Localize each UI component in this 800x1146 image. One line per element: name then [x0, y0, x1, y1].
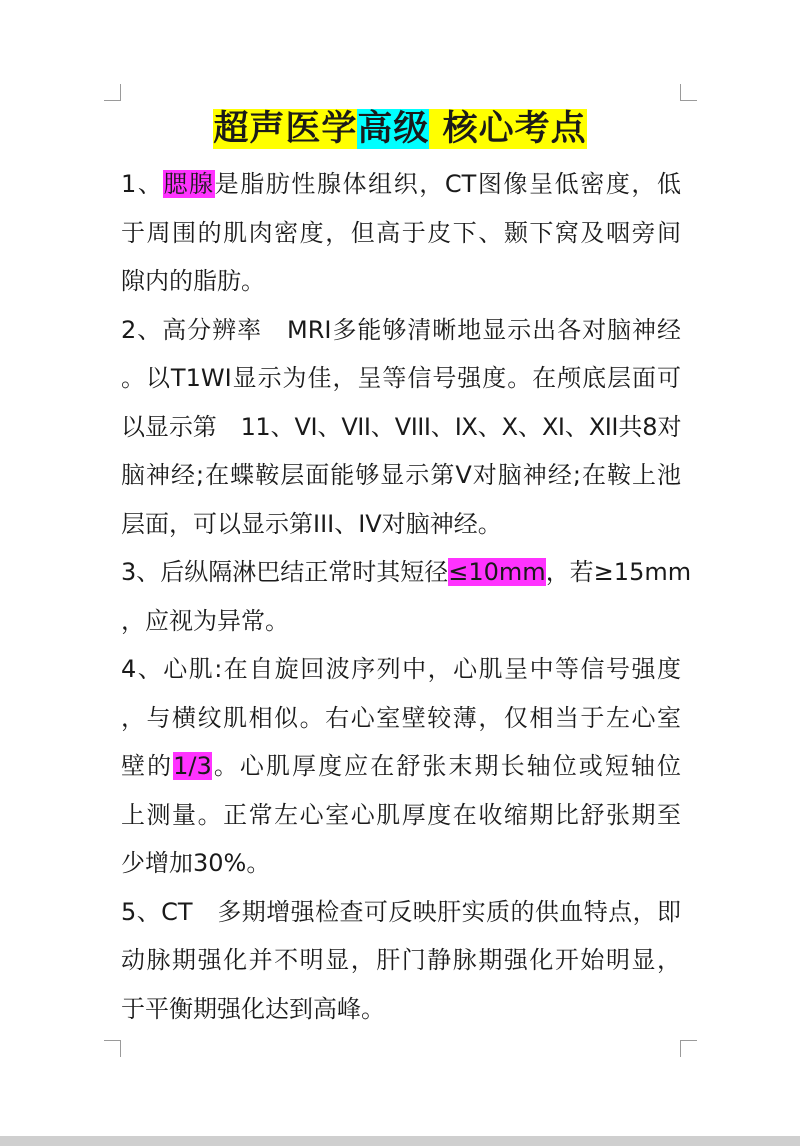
- highlight-parotid: 腮腺: [163, 170, 215, 198]
- page-corner-mark-bottom-right: [680, 1040, 697, 1057]
- paragraph-4: [121, 645, 681, 888]
- page-bottom-shadow: [0, 1136, 800, 1146]
- highlight-one-third: 1/3: [173, 752, 212, 780]
- paragraph-1: [121, 160, 681, 306]
- paragraph-4-line-3-suffix: 。心肌厚度应在舒张末期长轴位或短轴位: [211, 752, 682, 780]
- title-part-1: 超声医学: [213, 109, 358, 149]
- paragraph-5: [121, 888, 681, 1034]
- paragraph-1-line-1: [121, 160, 681, 209]
- paragraph-1-line-1-suffix: 是脂肪性腺体组织，CT图像呈低密度，低: [214, 170, 681, 198]
- page-corner-mark-bottom-left: [104, 1040, 121, 1057]
- paragraph-5-line-3: 于平衡期强化达到高峰。: [121, 994, 385, 1023]
- paragraph-5-line-2: 动脉期强化并不明显，肝门静脉期强化开始明显，: [121, 946, 681, 974]
- page-corner-mark-top-left: [104, 84, 121, 101]
- page-corner-mark-top-right: [680, 84, 697, 101]
- paragraph-3: [121, 548, 692, 645]
- paragraph-2-line-5: 层面，可以显示第III、IV对脑神经。: [121, 509, 502, 538]
- paragraph-3-line-1-suffix: ，若≥15mm: [545, 558, 692, 586]
- paragraph-2-line-1: 2、高分辨率 MRI多能够清晰地显示出各对脑神经: [121, 315, 681, 344]
- paragraph-3-line-2: ，应视为异常。: [121, 606, 289, 635]
- paragraph-2-line-3: 以显示第 11、VI、VII、VIII、IX、X、XI、XII共8对: [121, 412, 681, 441]
- paragraph-2: [121, 306, 681, 549]
- paragraph-4-line-3-prefix: 壁的: [121, 752, 174, 780]
- paragraph-5-line-1: 5、CT 多期增强检查可反映肝实质的供血特点，即: [121, 897, 681, 926]
- paragraph-4-line-3: [121, 742, 681, 791]
- paragraph-4-line-5: 少增加30%。: [121, 849, 271, 877]
- paragraph-1-line-1-prefix: 1、: [121, 170, 164, 198]
- paragraph-4-line-1: 4、心肌:在自旋回波序列中，心肌呈中等信号强度: [121, 655, 681, 683]
- paragraph-4-line-2: ，与横纹肌相似。右心室壁较薄，仅相当于左心室: [121, 703, 681, 732]
- title-part-2: 高级: [357, 109, 430, 149]
- highlight-10mm: ≤10mm: [448, 558, 546, 586]
- paragraph-1-line-3: 隙内的脂肪。: [121, 267, 265, 295]
- title-part-3: 核心考点: [429, 109, 587, 149]
- paragraph-1-line-2: 于周围的肌肉密度，但高于皮下、颞下窝及咽旁间: [121, 218, 681, 247]
- paragraph-2-line-4: 脑神经;在蝶鞍层面能够显示第V对脑神经;在鞍上池: [121, 461, 681, 489]
- paragraph-3-line-1: [121, 548, 692, 597]
- document-body: [121, 160, 692, 1033]
- paragraph-2-line-2: 。以T1WI显示为佳，呈等信号强度。在颅底层面可: [121, 364, 681, 392]
- page-title: [0, 106, 800, 152]
- paragraph-4-line-4: 上测量。正常左心室心肌厚度在收缩期比舒张期至: [121, 800, 681, 829]
- paragraph-3-line-1-prefix: 3、后纵隔淋巴结正常时其短径: [121, 558, 449, 586]
